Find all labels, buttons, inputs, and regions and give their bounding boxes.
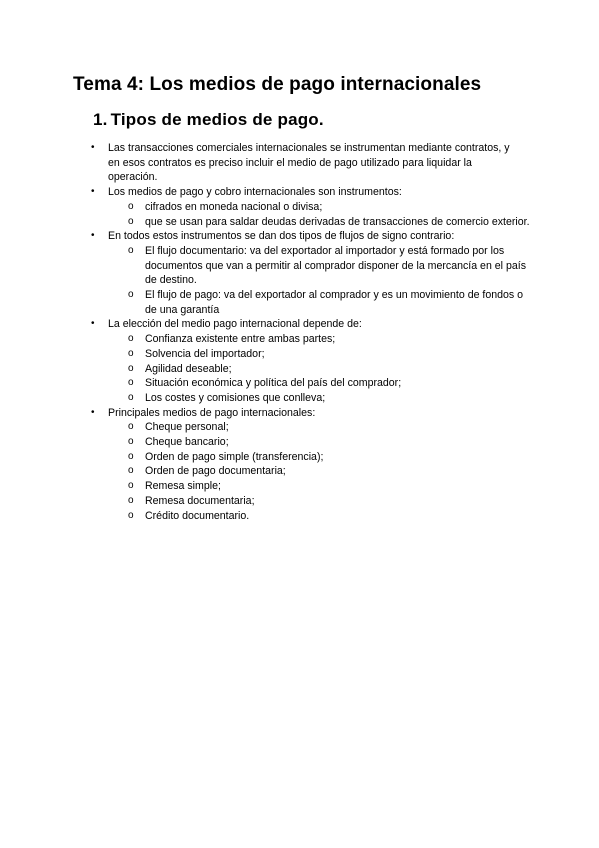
sub-marker: o (128, 347, 134, 359)
sub-text: cifrados en moneda nacional o divisa; (145, 200, 323, 213)
sub-item (0, 479, 530, 494)
bullet-text: Las transacciones comerciales internacionales se instrumentan mediante contratos, y en esos contratos es preciso incluir el medio de pago utilizado para liquidar la operación. (108, 142, 510, 184)
sub-marker: o (128, 362, 134, 374)
sub-item (0, 376, 530, 391)
section-heading (93, 110, 324, 130)
bullet-item (0, 141, 523, 185)
bullet-text: La elección del medio pago internacional depende de: (108, 318, 362, 331)
sub-item (0, 450, 530, 465)
sub-text: Remesa simple; (145, 480, 221, 493)
sub-item (0, 332, 530, 347)
sub-item (0, 435, 530, 450)
bullet-marker: • (91, 318, 95, 330)
sub-marker: o (128, 244, 134, 256)
bullet-item (0, 317, 523, 332)
sub-item (0, 464, 530, 479)
sub-item (0, 391, 530, 406)
sub-text: Remesa documentaria; (145, 494, 255, 507)
sub-item (0, 362, 530, 377)
sub-text: Confianza existente entre ambas partes; (145, 333, 336, 346)
sub-text: Orden de pago simple (transferencia); (145, 450, 324, 463)
section-number: 1. (93, 110, 108, 129)
page-title: Tema 4: Los medios de pago internacionales (73, 74, 482, 95)
sub-text: Los costes y comisiones que conlleva; (145, 391, 326, 404)
bullet-list (0, 141, 599, 523)
sub-marker: o (128, 333, 134, 345)
bullet-item (0, 406, 523, 421)
sub-marker: o (128, 436, 134, 448)
sub-text: Cheque personal; (145, 421, 229, 434)
sub-marker: o (128, 289, 134, 301)
sub-text: Agilidad deseable; (145, 362, 232, 375)
sub-marker: o (128, 509, 134, 521)
sub-marker: o (128, 377, 134, 389)
bullet-marker: • (91, 186, 95, 198)
sub-marker: o (128, 215, 134, 227)
sub-text: Cheque bancario; (145, 436, 229, 449)
sub-text: El flujo de pago: va del exportador al comprador y es un movimiento de fondos o de una garantía (145, 289, 524, 316)
sub-item (0, 347, 530, 362)
sub-item (0, 288, 530, 317)
sub-marker: o (128, 200, 134, 212)
bullet-item (0, 229, 523, 244)
sub-item (0, 244, 530, 288)
sub-item (0, 200, 530, 215)
sub-marker: o (128, 480, 134, 492)
sub-text: Solvencia del importador; (145, 347, 265, 360)
bullet-text: Los medios de pago y cobro internacionales son instrumentos: (108, 186, 402, 199)
sub-marker: o (128, 494, 134, 506)
sub-text: Crédito documentario. (145, 509, 250, 522)
bullet-marker: • (91, 142, 95, 153)
sub-item (0, 494, 530, 509)
sub-marker: o (128, 450, 134, 462)
bullet-marker: • (91, 406, 95, 418)
bullet-text: Principales medios de pago internacionales: (108, 406, 316, 419)
sub-text: que se usan para saldar deudas derivadas de transacciones de comercio exterior. (145, 215, 530, 228)
sub-text: Situación económica y política del país del comprador; (145, 377, 402, 390)
sub-text: Orden de pago documentaria; (145, 465, 286, 478)
bullet-marker: • (91, 230, 95, 242)
sub-item (0, 509, 530, 524)
bullet-text: En todos estos instrumentos se dan dos tipos de flujos de signo contrario: (108, 230, 455, 243)
sub-item (0, 420, 530, 435)
sub-text: El flujo documentario: va del exportador al importador y está formado por los documentos que van a permitir al comprador disponer de la mercancía en el país de destino. (145, 244, 526, 287)
section-heading-text: Tipos de medios de pago. (110, 110, 324, 129)
sub-marker: o (128, 465, 134, 477)
sub-marker: o (128, 421, 134, 433)
sub-item (0, 215, 530, 230)
bullet-item (0, 185, 523, 200)
sub-marker: o (128, 391, 134, 403)
